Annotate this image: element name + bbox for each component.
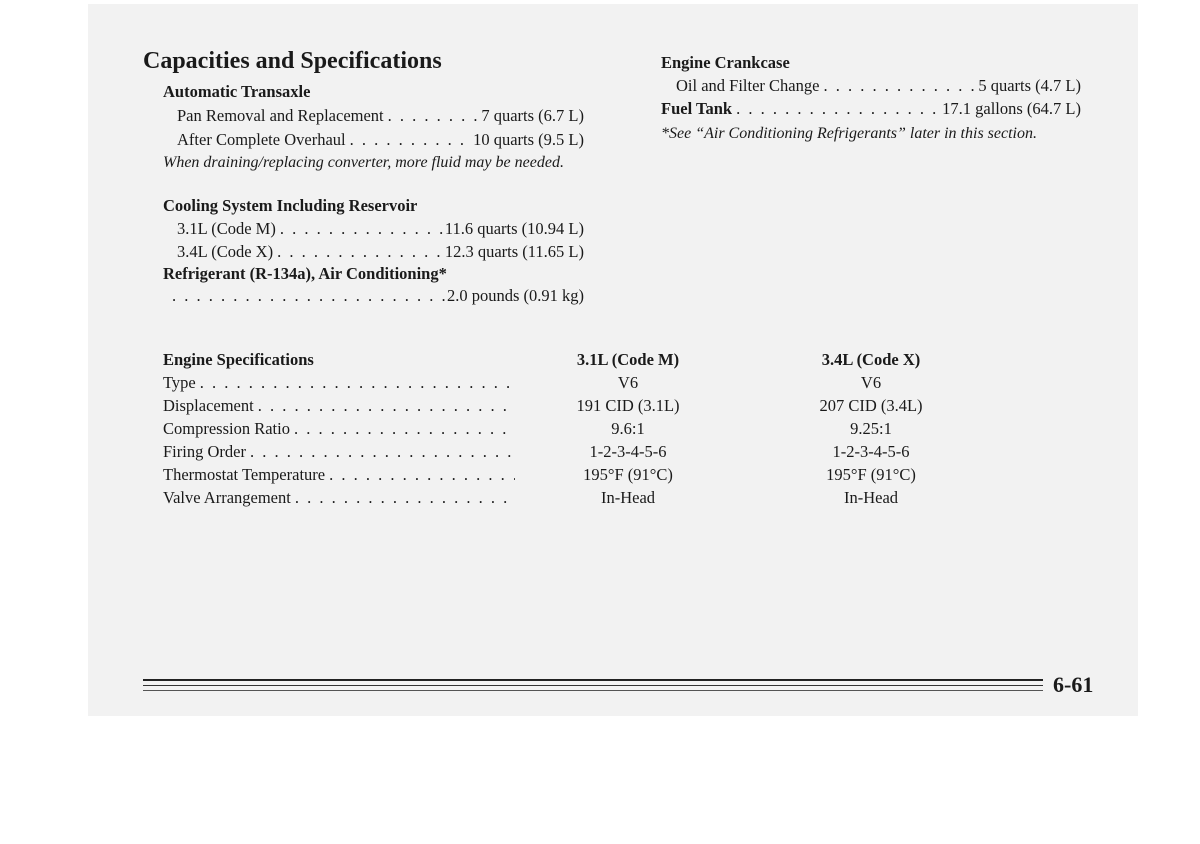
- table-row: Compression Ratio . . . 9.6:1 9.25:1: [163, 419, 753, 442]
- cooling-row: 3.1L (Code M) . . . 11.6 quarts (10.94 L): [177, 219, 584, 239]
- transaxle-row: After Complete Overhaul . . . 10 quarts (9.5 L): [177, 130, 584, 150]
- refrigerant-heading: Refrigerant (R-134a), Air Conditioning*: [163, 264, 447, 283]
- transaxle-note: When draining/replacing converter, more fluid may be needed.: [163, 154, 564, 171]
- table-row: Type . . . V6 V6: [163, 373, 753, 396]
- dot-leader: [732, 99, 942, 119]
- dot-leader: [819, 76, 978, 96]
- engine-specs-heading: Engine Specifications: [163, 350, 314, 369]
- footnote: *See “Air Conditioning Refrigerants” later in this section.: [661, 125, 1037, 142]
- crankcase-row: Oil and Filter Change . . . 5 quarts (4.7 L): [676, 76, 1081, 96]
- refrigerant-row: . . . 2.0 pounds (0.91 kg): [168, 286, 584, 306]
- dot-leader: [246, 442, 515, 462]
- dot-leader: [384, 106, 482, 126]
- transaxle-row: Pan Removal and Replacement . . . 7 quarts (6.7 L): [177, 106, 584, 126]
- fuel-tank-row: Fuel Tank . . . 17.1 gallons (64.7 L): [661, 99, 1081, 119]
- table-row: Displacement . . . 191 CID (3.1L) 207 CID (3.4L): [163, 396, 753, 419]
- column-header-3-4l: 3.4L (Code X): [821, 350, 921, 369]
- page-number: 6-61: [1053, 672, 1094, 697]
- transaxle-heading: Automatic Transaxle: [163, 82, 311, 101]
- spec-header-row: [163, 350, 921, 373]
- table-row: Valve Arrangement . . . In-Head In-Head: [163, 488, 753, 511]
- dot-leader: [196, 373, 515, 393]
- table-row: Firing Order . . . 1-2-3-4-5-6 1-2-3-4-5-6: [163, 442, 753, 465]
- crankcase-heading: Engine Crankcase: [661, 53, 790, 72]
- dot-leader: [346, 130, 473, 150]
- footer-rule-middle: [143, 685, 1043, 686]
- page-title: Capacities and Specifications: [143, 48, 442, 74]
- dot-leader: [254, 396, 515, 416]
- cooling-heading: Cooling System Including Reservoir: [163, 196, 418, 215]
- dot-leader: [291, 488, 515, 508]
- footer-rule-top: [143, 679, 1043, 681]
- footer-rule-bottom: [143, 690, 1043, 691]
- table-row: Thermostat Temperature . . . 195°F (91°C) 195°F (91°C): [163, 465, 753, 488]
- cooling-row: 3.4L (Code X) . . . 12.3 quarts (11.65 L): [177, 242, 584, 262]
- dot-leader: [276, 219, 445, 239]
- dot-leader: [168, 286, 447, 306]
- column-header-3-1l: 3.1L (Code M): [576, 350, 680, 369]
- dot-leader: [290, 419, 515, 439]
- dot-leader: [273, 242, 445, 262]
- dot-leader: [325, 465, 515, 485]
